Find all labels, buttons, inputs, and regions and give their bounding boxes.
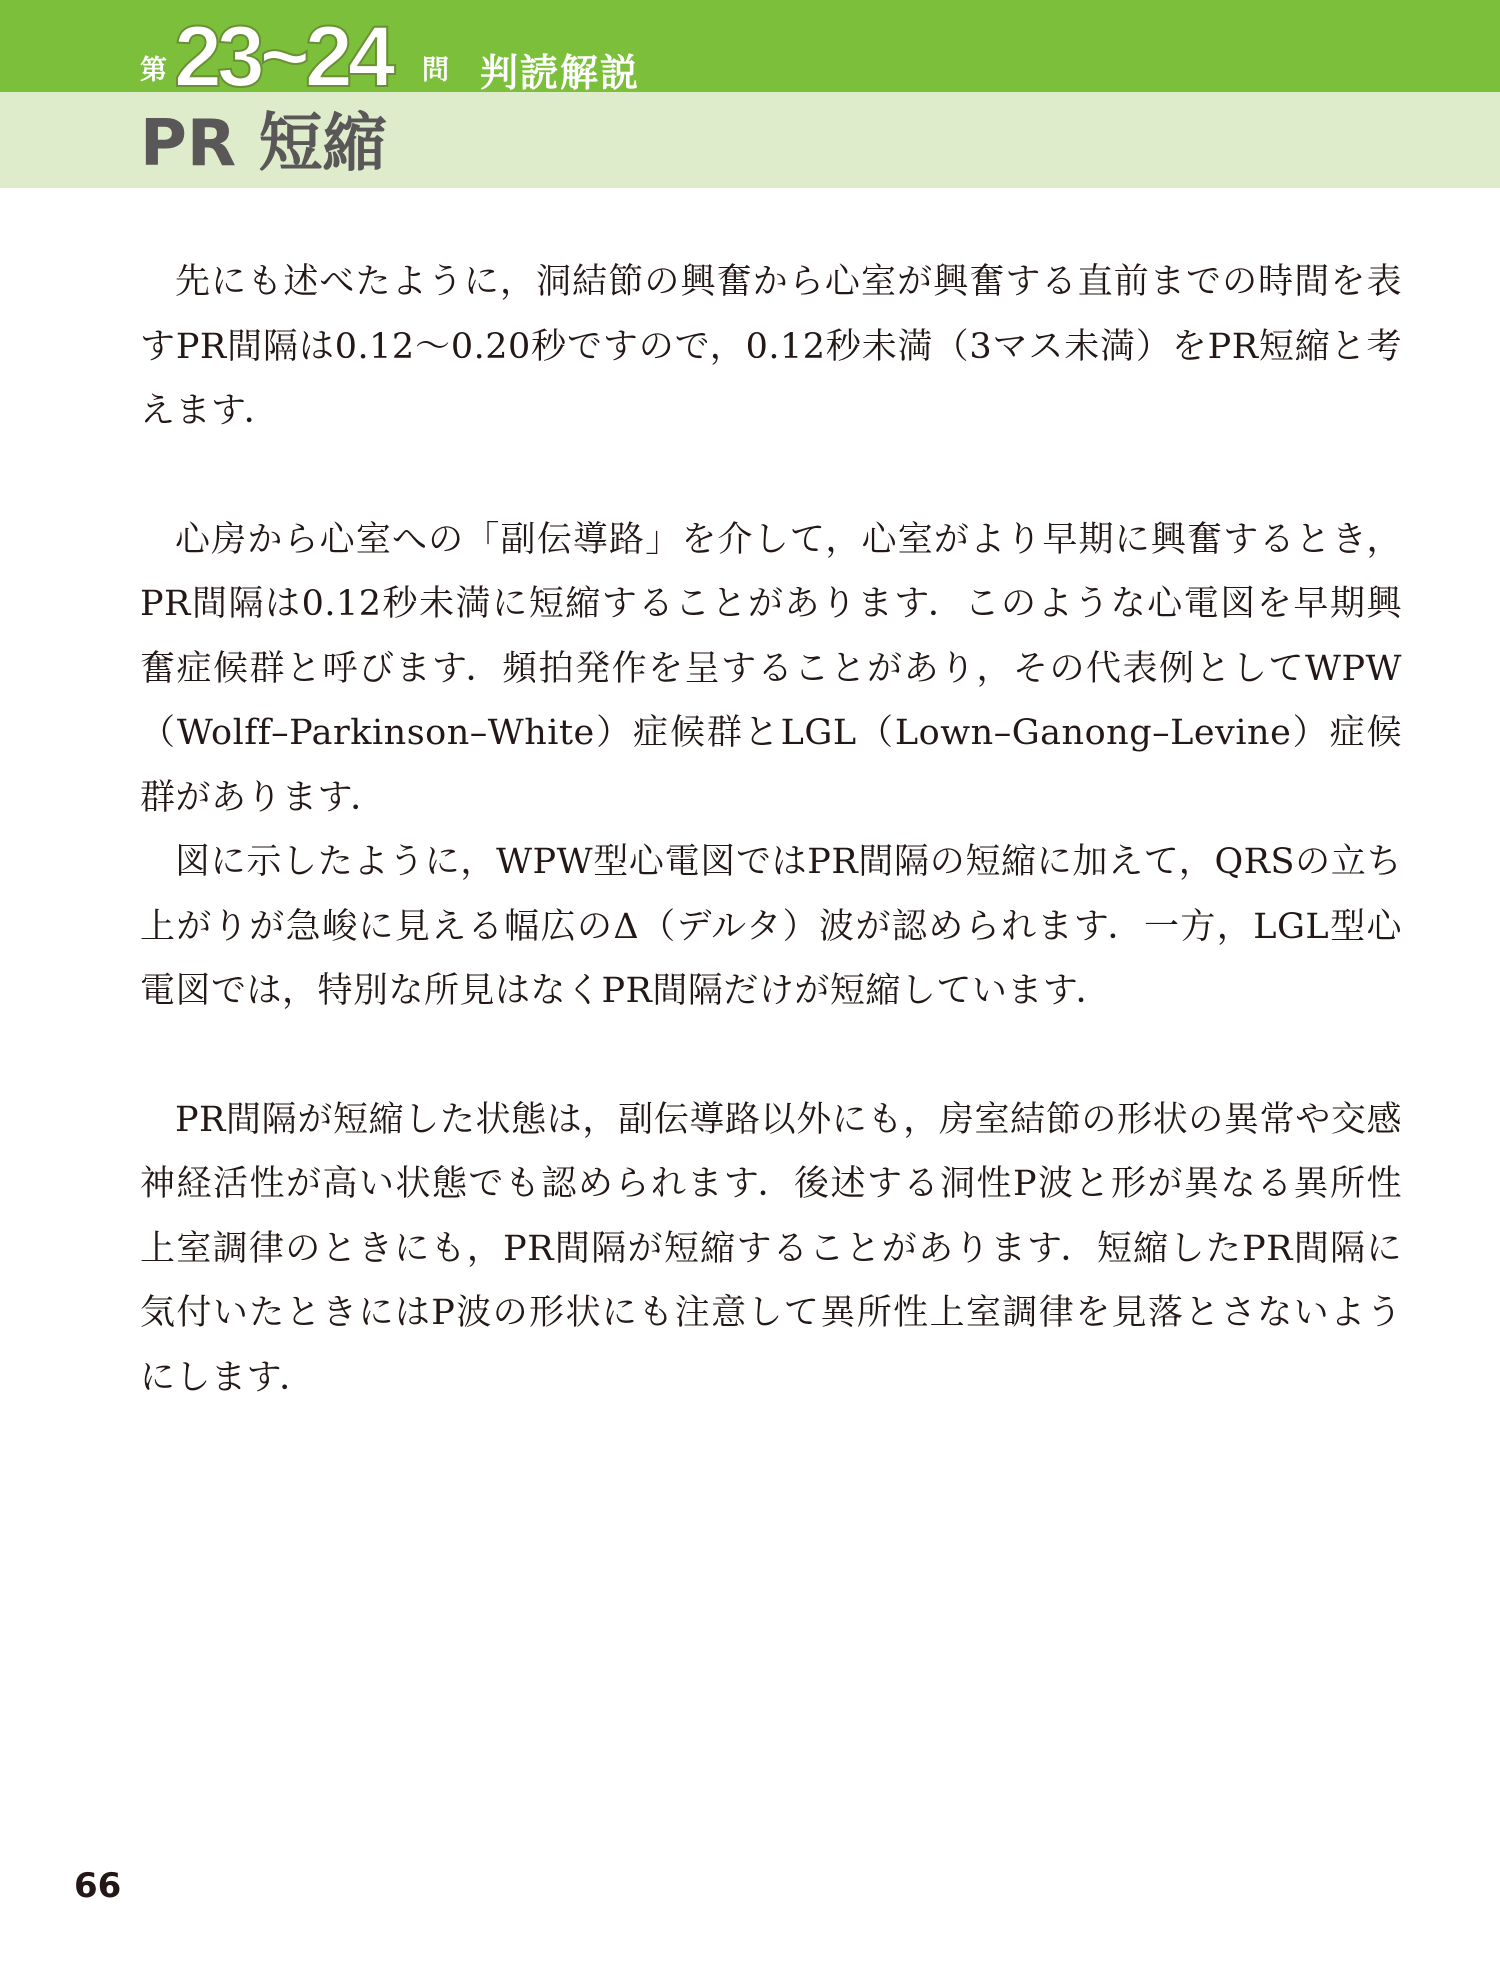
question-suffix: 問 bbox=[422, 55, 449, 86]
page-number: 66 bbox=[74, 1866, 122, 1906]
body-text bbox=[140, 250, 1402, 1410]
paragraph-1: 先にも述べたように，洞結節の興奮から心室が興奮する直前までの時間を表すPR間隔は0.12〜0.20秒ですので，0.12秒未満（3マス未満）をPR短縮と考えます． bbox=[140, 262, 1402, 431]
paragraph-4: PR間隔が短縮した状態は，副伝導路以外にも，房室結節の形状の異常や交感神経活性が高い状態でも認められます．後述する洞性P波と形が異なる異所性上室調律のときにも，PR間隔が短縮することがあります．短縮したPR間隔に気付いたときにはP波の形状にも注意して異所性上室調律を見落とさないようにします． bbox=[140, 1099, 1402, 1398]
section-label: 判読解説 bbox=[480, 51, 641, 95]
question-prefix: 第 bbox=[140, 55, 167, 86]
paragraph-2: 心房から心室への「副伝導路」を介して，心室がより早期に興奮するとき，PR間隔は0.12秒未満に短縮することがあります．このような心電図を早期興奮症候群と呼びます．頻拍発作を呈することがあり，その代表例としてWPW（Wolff–Parkinson–White）症候群とLGL（Lown–Ganong–Levine）症候群があります． bbox=[140, 519, 1402, 818]
question-number: 23~24 bbox=[174, 9, 391, 105]
page-title: PR 短縮 bbox=[140, 107, 387, 181]
paragraph-3: 図に示したように，WPW型心電図ではPR間隔の短縮に加えて，QRSの立ち上がりが急峻に見える幅広のΔ（デルタ）波が認められます．一方，LGL型心電図では，特別な所見はなくPR間隔だけが短縮しています． bbox=[140, 842, 1402, 1011]
